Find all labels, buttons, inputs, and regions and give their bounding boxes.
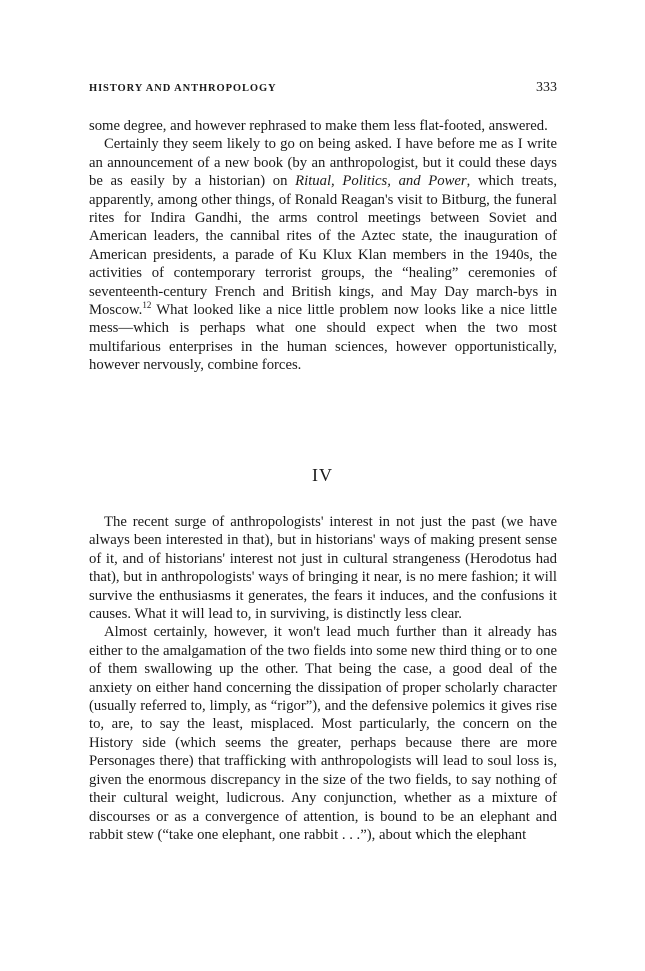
book-title: Ritual, Politics, and Power xyxy=(295,173,467,190)
paragraph-almost-certainly: Almost certainly, however, it won't lead much further than it already has either to the amalgamation of the two fields into some new third thing or to one of them swallowing up the other. That being the case, a good deal of the anxiety on either hand concerning the dissipation of proper scholarly character (usually referred to, limply, as “rigor”), and the defensive polemics it gives rise to, are, to say the least, misplaced. Most particularly, the concern on the History side (which seems the greater, perhaps because there are more Personages there) that trafficking with anthropologists will lead to soul loss is, given the enormous discrepancy in the size of the two fields, to say nothing of their cultural weight, ludicrous. Any conjunction, whether as a mixture of discourses or as a convergence of attention, is bound to be an elephant and rabbit stew (“take one elephant, one rabbit . . .”), about which the elephant xyxy=(89,624,557,843)
running-head xyxy=(89,80,557,99)
running-title: HISTORY AND ANTHROPOLOGY xyxy=(89,83,277,94)
paragraph-text-part: Certainly they seem likely to go on being asked. I have before me as I write an announcement of a new book (by an anthropologist, but it could these days be as easily by a historian) on xyxy=(89,136,557,190)
paragraph-recent-surge: The recent surge of anthropologists' interest in not just the past (we have always been interested in that), but in historians' ways of making present sense of it, and of historians' interest not just in cultural strangeness (Herodotus had that), but in anthropologists' ways of bringing it near, is no mere fashion; it will survive the enthusiasms it generates, the fears it induces, and the confusions it causes. What it will lead to, in surviving, is distinctly less clear. xyxy=(89,514,557,623)
text-block-after-section xyxy=(89,513,557,844)
paragraph-certainly xyxy=(89,135,557,374)
page-number: 333 xyxy=(536,80,557,95)
text-block-before-section xyxy=(89,117,557,375)
paragraph-continuation: some degree, and however rephrased to make them less flat-footed, answered. xyxy=(89,118,548,134)
footnote-marker: 12 xyxy=(142,300,152,311)
paragraph-text-part: , which treats, apparently, among other things, of Ronald Reagan's visit to Bitburg, the funeral rites for Indira Gandhi, the arms control meetings between Soviet and American leaders, the cannibal rites of the Aztec state, the inauguration of American presidents, a parade of Ku Klux Klan members in the 1940s, the activities of contemporary terrorist groups, the “healing” ceremonies of seventeenth-century French and British kings, and May Day march-bys in Moscow. xyxy=(89,173,558,319)
paragraph-text-part: What looked like a nice little problem now looks like a nice little mess—which is perhaps what one should expect when the two most multifarious enterprises in the human sciences, however opportunistically, however nervously, combine forces. xyxy=(89,302,557,374)
section-heading: IV xyxy=(312,465,333,485)
